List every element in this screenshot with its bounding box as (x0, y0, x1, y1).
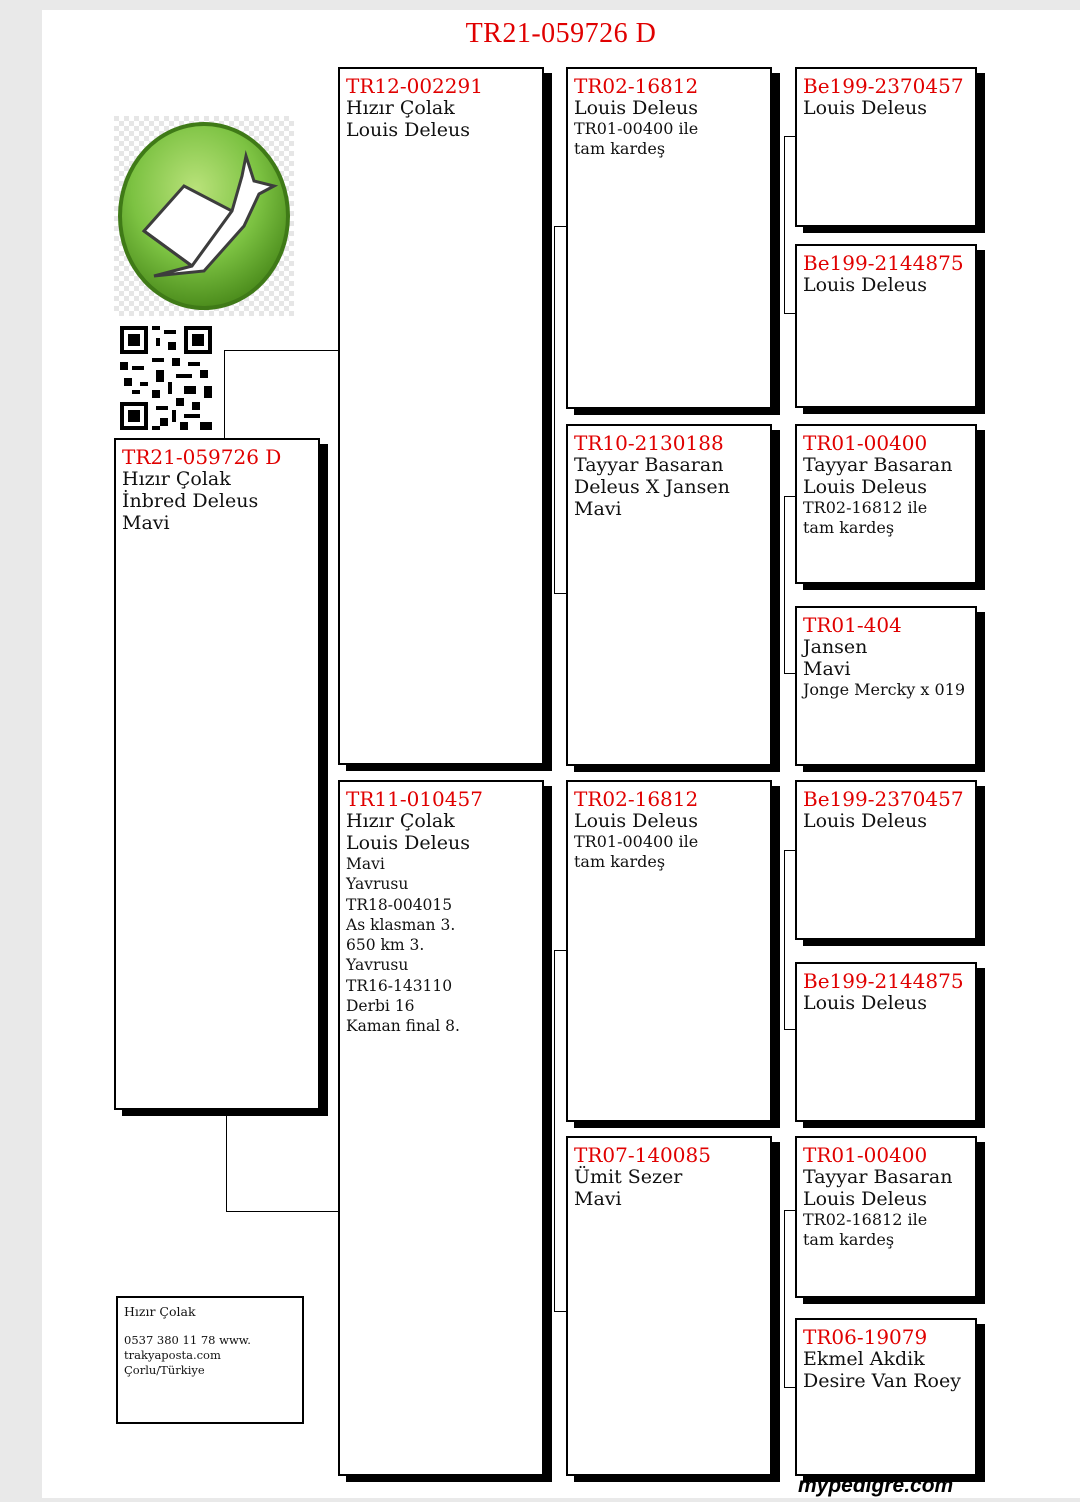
bird-info-line: Derbi 16 (346, 997, 415, 1016)
ring-number: TR12-002291 (346, 74, 483, 98)
bird-info-line: Yavrusu (346, 956, 409, 975)
great-grandparent-card[interactable] (795, 244, 977, 408)
connector-dam-gen3 (554, 950, 566, 1312)
bird-info-line: Louis Deleus (803, 274, 927, 296)
site-brand-link[interactable]: mypedigre.com (798, 1474, 954, 1497)
ring-number: Be199-2144875 (803, 251, 964, 275)
owner-contact-line: trakyaposta.com (124, 1348, 221, 1362)
subject-bird-card[interactable] (114, 438, 320, 1110)
bird-info-line: Louis Deleus (346, 832, 470, 854)
grandparent-card[interactable] (566, 780, 772, 1122)
bird-info-line: Mavi (574, 498, 622, 520)
ring-number: TR01-00400 (803, 431, 928, 455)
bird-note-line: TR02-16812 ile (803, 1210, 928, 1229)
ring-number: TR11-010457 (346, 787, 483, 811)
bird-info-line: Jansen (803, 636, 868, 658)
ring-number: Be199-2144875 (803, 969, 964, 993)
bird-info-line: TR16-143110 (346, 976, 453, 995)
great-grandparent-card[interactable] (795, 1136, 977, 1298)
bird-info-line: Yavrusu (346, 875, 409, 894)
ring-number: TR10-2130188 (574, 431, 724, 455)
dove-book-logo-icon (114, 116, 294, 316)
connector-subject-sire (224, 350, 338, 438)
bird-info-line: Tayyar Basaran (574, 454, 724, 476)
great-grandparent-card[interactable] (795, 606, 977, 766)
bird-info-line: Tayyar Basaran (803, 1166, 953, 1188)
owner-contact-line: 0537 380 11 78 www. (124, 1333, 251, 1347)
bird-note-line: TR01-00400 ile (574, 832, 699, 851)
page-title: TR21-059726 D (465, 18, 657, 49)
bird-info-line: Hızır Çolak (346, 810, 455, 832)
ring-number: TR21-059726 D (122, 445, 282, 469)
grandparent-card[interactable] (566, 1136, 772, 1476)
bird-info-line: Louis Deleus (803, 476, 927, 498)
bird-info-line: Ümit Sezer (574, 1166, 683, 1188)
bird-info-line: 650 km 3. (346, 936, 425, 955)
bird-info-line: Hızır Çolak (346, 97, 455, 119)
bird-info-line: İnbred Deleus (122, 490, 259, 512)
ring-number: TR01-00400 (803, 1143, 928, 1167)
bird-info-line: Ekmel Akdik (803, 1348, 925, 1370)
grandparent-card[interactable] (566, 424, 772, 766)
ring-number: Be199-2370457 (803, 74, 964, 98)
great-grandparent-card[interactable] (795, 1318, 977, 1476)
connector-sire-gen3 (554, 226, 566, 594)
sire-card[interactable] (338, 67, 544, 765)
ring-number: TR01-404 (803, 613, 902, 637)
bird-info-line: Hızır Çolak (122, 468, 231, 490)
ring-number: TR02-16812 (574, 74, 699, 98)
bird-info-line: Deleus X Jansen (574, 476, 730, 498)
bird-info-line: Louis Deleus (803, 97, 927, 119)
bird-info-line: Louis Deleus (803, 810, 927, 832)
bird-info-line: As klasman 3. (346, 915, 456, 934)
bird-note-line: tam kardeş (574, 139, 666, 158)
bird-info-line: Louis Deleus (574, 810, 698, 832)
bird-info-line: Tayyar Basaran (803, 454, 953, 476)
bird-info-line: Mavi (803, 658, 851, 680)
bird-note-line: TR01-00400 ile (574, 119, 699, 138)
bird-note-line: tam kardeş (803, 518, 895, 537)
dam-card[interactable] (338, 780, 544, 1476)
owner-info-box (116, 1296, 304, 1424)
bird-info-line: Mavi (346, 855, 385, 873)
great-grandparent-card[interactable] (795, 424, 977, 584)
grandparent-card[interactable] (566, 67, 772, 409)
bird-info-line: Mavi (574, 1188, 622, 1210)
bird-info-line: Desire Van Roey (803, 1370, 961, 1392)
great-grandparent-card[interactable] (795, 67, 977, 227)
bird-info-line: Kaman final 8. (346, 1017, 460, 1036)
bird-note-line: tam kardeş (574, 852, 666, 871)
qr-code-icon (120, 326, 212, 430)
great-grandparent-card[interactable] (795, 962, 977, 1122)
connector-subject-dam (226, 1110, 338, 1212)
bird-note-line: tam kardeş (803, 1230, 895, 1249)
bird-info-line: Mavi (122, 512, 170, 534)
bird-note-line: Jonge Mercky x 019 (803, 680, 966, 699)
ring-number: TR02-16812 (574, 787, 699, 811)
great-grandparent-card[interactable] (795, 780, 977, 940)
bird-info-line: Louis Deleus (803, 1188, 927, 1210)
bird-info-line: Louis Deleus (574, 97, 698, 119)
bird-info-line: TR18-004015 (346, 895, 453, 914)
bird-note-line: TR02-16812 ile (803, 498, 928, 517)
bird-info-line: Louis Deleus (803, 992, 927, 1014)
owner-name: Hızır Çolak (124, 1304, 196, 1319)
pedigree-page (42, 10, 1080, 1498)
ring-number: TR06-19079 (803, 1325, 928, 1349)
ring-number: Be199-2370457 (803, 787, 964, 811)
bird-info-line: Louis Deleus (346, 119, 470, 141)
owner-contact-line: Çorlu/Türkiye (124, 1363, 205, 1377)
ring-number: TR07-140085 (574, 1143, 711, 1167)
